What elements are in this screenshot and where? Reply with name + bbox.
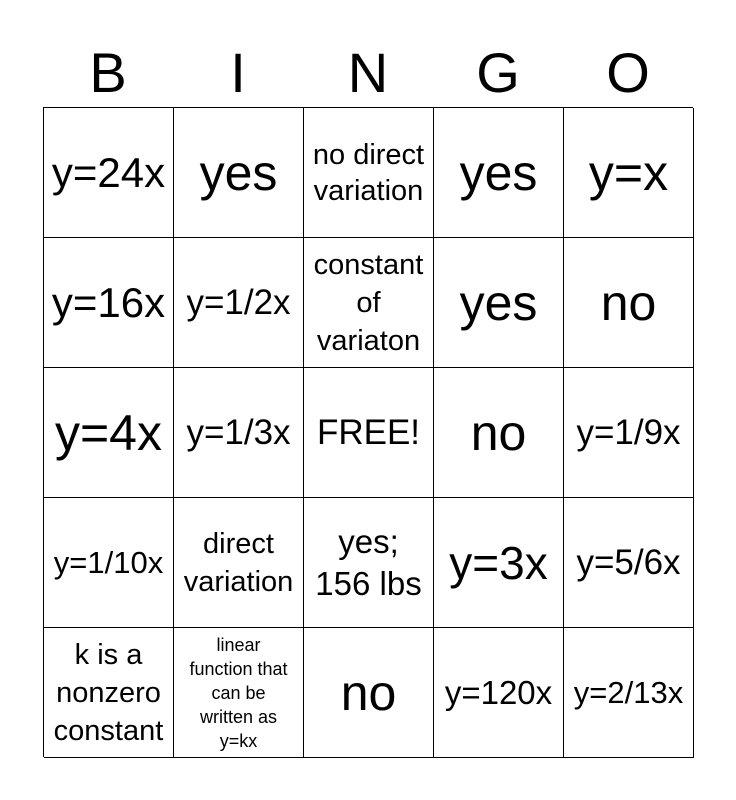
bingo-cell[interactable]: [44, 238, 174, 368]
bingo-cell[interactable]: [564, 368, 694, 498]
header-letter-o: O: [606, 41, 650, 104]
cell-text: y=1/2x: [186, 282, 291, 322]
bingo-cell[interactable]: [304, 108, 434, 238]
cell-text: yes: [459, 144, 538, 201]
bingo-cell[interactable]: [44, 628, 174, 758]
header-letter-i: I: [230, 41, 246, 104]
free-space-label: FREE!: [316, 412, 421, 452]
bingo-cell[interactable]: [434, 238, 564, 368]
free-space-cell[interactable]: [304, 368, 434, 498]
cell-text: linear function that can be written as y=kx: [189, 634, 288, 751]
cell-text: no: [470, 404, 527, 461]
cell-text: no direct variation: [312, 138, 425, 207]
bingo-cell[interactable]: [304, 628, 434, 758]
cell-text: y=1/9x: [576, 412, 681, 452]
cell-text: y=x: [588, 144, 669, 201]
bingo-cell[interactable]: [564, 238, 694, 368]
cell-text: no: [340, 664, 397, 721]
bingo-cell[interactable]: [44, 108, 174, 238]
bingo-cell[interactable]: [44, 368, 174, 498]
bingo-cell[interactable]: [564, 498, 694, 628]
bingo-cell[interactable]: [304, 498, 434, 628]
cell-text: y=1/10x: [53, 544, 164, 580]
bingo-cell[interactable]: [434, 368, 564, 498]
cell-text: y=2/13x: [573, 674, 684, 710]
bingo-cell[interactable]: [564, 108, 694, 238]
cell-text: yes; 156 lbs: [315, 522, 422, 602]
cell-text: y=3x: [449, 536, 548, 589]
bingo-cell[interactable]: [564, 628, 694, 758]
header-letter-n: N: [347, 41, 389, 104]
bingo-cell[interactable]: [174, 628, 304, 758]
cell-text: constant of variaton: [313, 248, 424, 357]
bingo-board: [43, 107, 693, 757]
bingo-cell[interactable]: [44, 498, 174, 628]
cell-text: y=120x: [444, 673, 553, 711]
cell-text: y=1/3x: [186, 412, 291, 452]
bingo-cell[interactable]: [434, 498, 564, 628]
bingo-header: [43, 40, 693, 106]
cell-text: y=24x: [51, 148, 166, 196]
cell-text: yes: [459, 274, 538, 331]
bingo-cell[interactable]: [304, 238, 434, 368]
cell-text: y=4x: [54, 404, 162, 461]
bingo-cell[interactable]: [174, 498, 304, 628]
bingo-cell[interactable]: [174, 368, 304, 498]
cell-text: y=5/6x: [576, 542, 681, 582]
cell-text: no: [600, 274, 657, 331]
bingo-cell[interactable]: [434, 108, 564, 238]
cell-text: yes: [199, 144, 278, 201]
cell-text: y=16x: [51, 278, 166, 326]
cell-text: k is a nonzero constant: [53, 638, 164, 747]
header-letter-b: B: [89, 41, 127, 104]
bingo-cell[interactable]: [434, 628, 564, 758]
bingo-cell[interactable]: [174, 108, 304, 238]
header-letter-g: G: [476, 41, 520, 104]
bingo-cell[interactable]: [174, 238, 304, 368]
cell-text: direct variation: [183, 527, 294, 598]
